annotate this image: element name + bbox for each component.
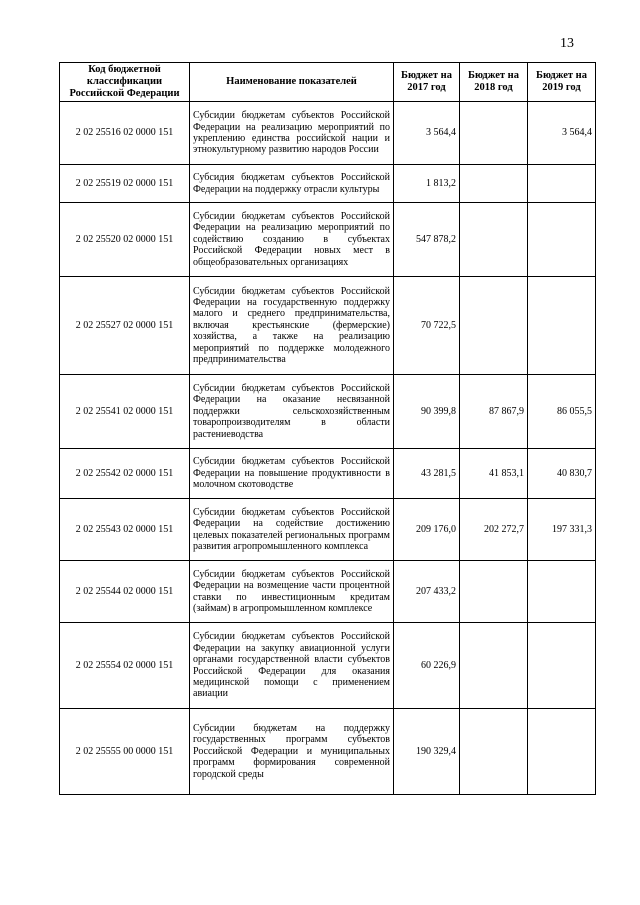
row-budget-2018: [460, 623, 528, 709]
row-code: 2 02 25542 02 0000 151: [60, 449, 190, 499]
budget-table: [59, 62, 596, 795]
row-budget-2019: 40 830,7: [528, 449, 596, 499]
row-code: 2 02 25519 02 0000 151: [60, 165, 190, 203]
table-row: [60, 499, 596, 561]
row-budget-2017: 90 399,8: [394, 375, 460, 449]
row-code: 2 02 25544 02 0000 151: [60, 561, 190, 623]
header-budget-2018: Бюджет на 2018 год: [460, 63, 528, 102]
row-budget-2017: 190 329,4: [394, 709, 460, 795]
page-number: 13: [560, 36, 574, 51]
table-row: [60, 709, 596, 795]
header-budget-2019: Бюджет на 2019 год: [528, 63, 596, 102]
row-name: Субсидии бюджетам на поддержку государственных программ субъектов Российской Федерации и муниципальных программ формирования современной городской среды: [190, 709, 394, 795]
row-name: Субсидия бюджетам субъектов Российской Федерации на поддержку отрасли культуры: [190, 165, 394, 203]
row-budget-2018: [460, 203, 528, 277]
row-name: Субсидии бюджетам субъектов Российской Федерации на оказание несвязанной поддержки сельскохозяйственным товаропроизводителям в области растениеводства: [190, 375, 394, 449]
row-budget-2018: 202 272,7: [460, 499, 528, 561]
row-budget-2019: [528, 277, 596, 375]
table-row: [60, 375, 596, 449]
row-name: Субсидии бюджетам субъектов Российской Федерации на реализацию мероприятий по укреплению единства российской нации и этнокультурному развитию народов России: [190, 102, 394, 165]
row-budget-2017: 547 878,2: [394, 203, 460, 277]
row-code: 2 02 25516 02 0000 151: [60, 102, 190, 165]
table-row: [60, 203, 596, 277]
row-budget-2017: 207 433,2: [394, 561, 460, 623]
row-budget-2017: 1 813,2: [394, 165, 460, 203]
row-budget-2019: [528, 165, 596, 203]
row-budget-2019: [528, 561, 596, 623]
row-budget-2017: 3 564,4: [394, 102, 460, 165]
table-row: [60, 623, 596, 709]
row-budget-2019: [528, 709, 596, 795]
row-name: Субсидии бюджетам субъектов Российской Федерации на государственную поддержку малого и среднего предпринимательства, включая крестьянские (фермерские) хозяйства, а также на реализацию мероприятий по поддержке молодежного предпринимательства: [190, 277, 394, 375]
row-code: 2 02 25527 02 0000 151: [60, 277, 190, 375]
header-budget-2017: Бюджет на 2017 год: [394, 63, 460, 102]
row-budget-2018: [460, 709, 528, 795]
header-name: Наименование показателей: [190, 63, 394, 102]
row-name: Субсидии бюджетам субъектов Российской Федерации на возмещение части процентной ставки по инвестиционным кредитам (займам) в агропромышленном комплексе: [190, 561, 394, 623]
row-code: 2 02 25555 00 0000 151: [60, 709, 190, 795]
row-name: Субсидии бюджетам субъектов Российской Федерации на закупку авиационной услуги органами государственной власти субъектов Российской Федерации для оказания медицинской помощи с применением авиации: [190, 623, 394, 709]
row-code: 2 02 25543 02 0000 151: [60, 499, 190, 561]
row-budget-2018: [460, 561, 528, 623]
row-budget-2017: 43 281,5: [394, 449, 460, 499]
row-budget-2017: 209 176,0: [394, 499, 460, 561]
header-code: Код бюджетной классификации Российской Федерации: [60, 63, 190, 102]
row-name: Субсидии бюджетам субъектов Российской Федерации на содействие достижению целевых показателей региональных программ развития агропромышленного комплекса: [190, 499, 394, 561]
row-budget-2019: 197 331,3: [528, 499, 596, 561]
row-name: Субсидии бюджетам субъектов Российской Федерации на реализацию мероприятий по содействию созданию в субъектах Российской Федерации новых мест в общеобразовательных организациях: [190, 203, 394, 277]
row-budget-2018: 87 867,9: [460, 375, 528, 449]
row-budget-2018: 41 853,1: [460, 449, 528, 499]
row-budget-2019: 86 055,5: [528, 375, 596, 449]
row-budget-2018: [460, 277, 528, 375]
row-code: 2 02 25541 02 0000 151: [60, 375, 190, 449]
table-row: [60, 102, 596, 165]
row-name: Субсидии бюджетам субъектов Российской Федерации на повышение продуктивности в молочном скотоводстве: [190, 449, 394, 499]
table-row: [60, 277, 596, 375]
row-budget-2019: [528, 623, 596, 709]
row-budget-2018: [460, 102, 528, 165]
row-budget-2019: 3 564,4: [528, 102, 596, 165]
row-budget-2017: 70 722,5: [394, 277, 460, 375]
row-budget-2019: [528, 203, 596, 277]
row-budget-2017: 60 226,9: [394, 623, 460, 709]
row-code: 2 02 25520 02 0000 151: [60, 203, 190, 277]
table-row: [60, 561, 596, 623]
row-budget-2018: [460, 165, 528, 203]
table-header-row: [60, 63, 596, 102]
table-row: [60, 449, 596, 499]
row-code: 2 02 25554 02 0000 151: [60, 623, 190, 709]
table-row: [60, 165, 596, 203]
